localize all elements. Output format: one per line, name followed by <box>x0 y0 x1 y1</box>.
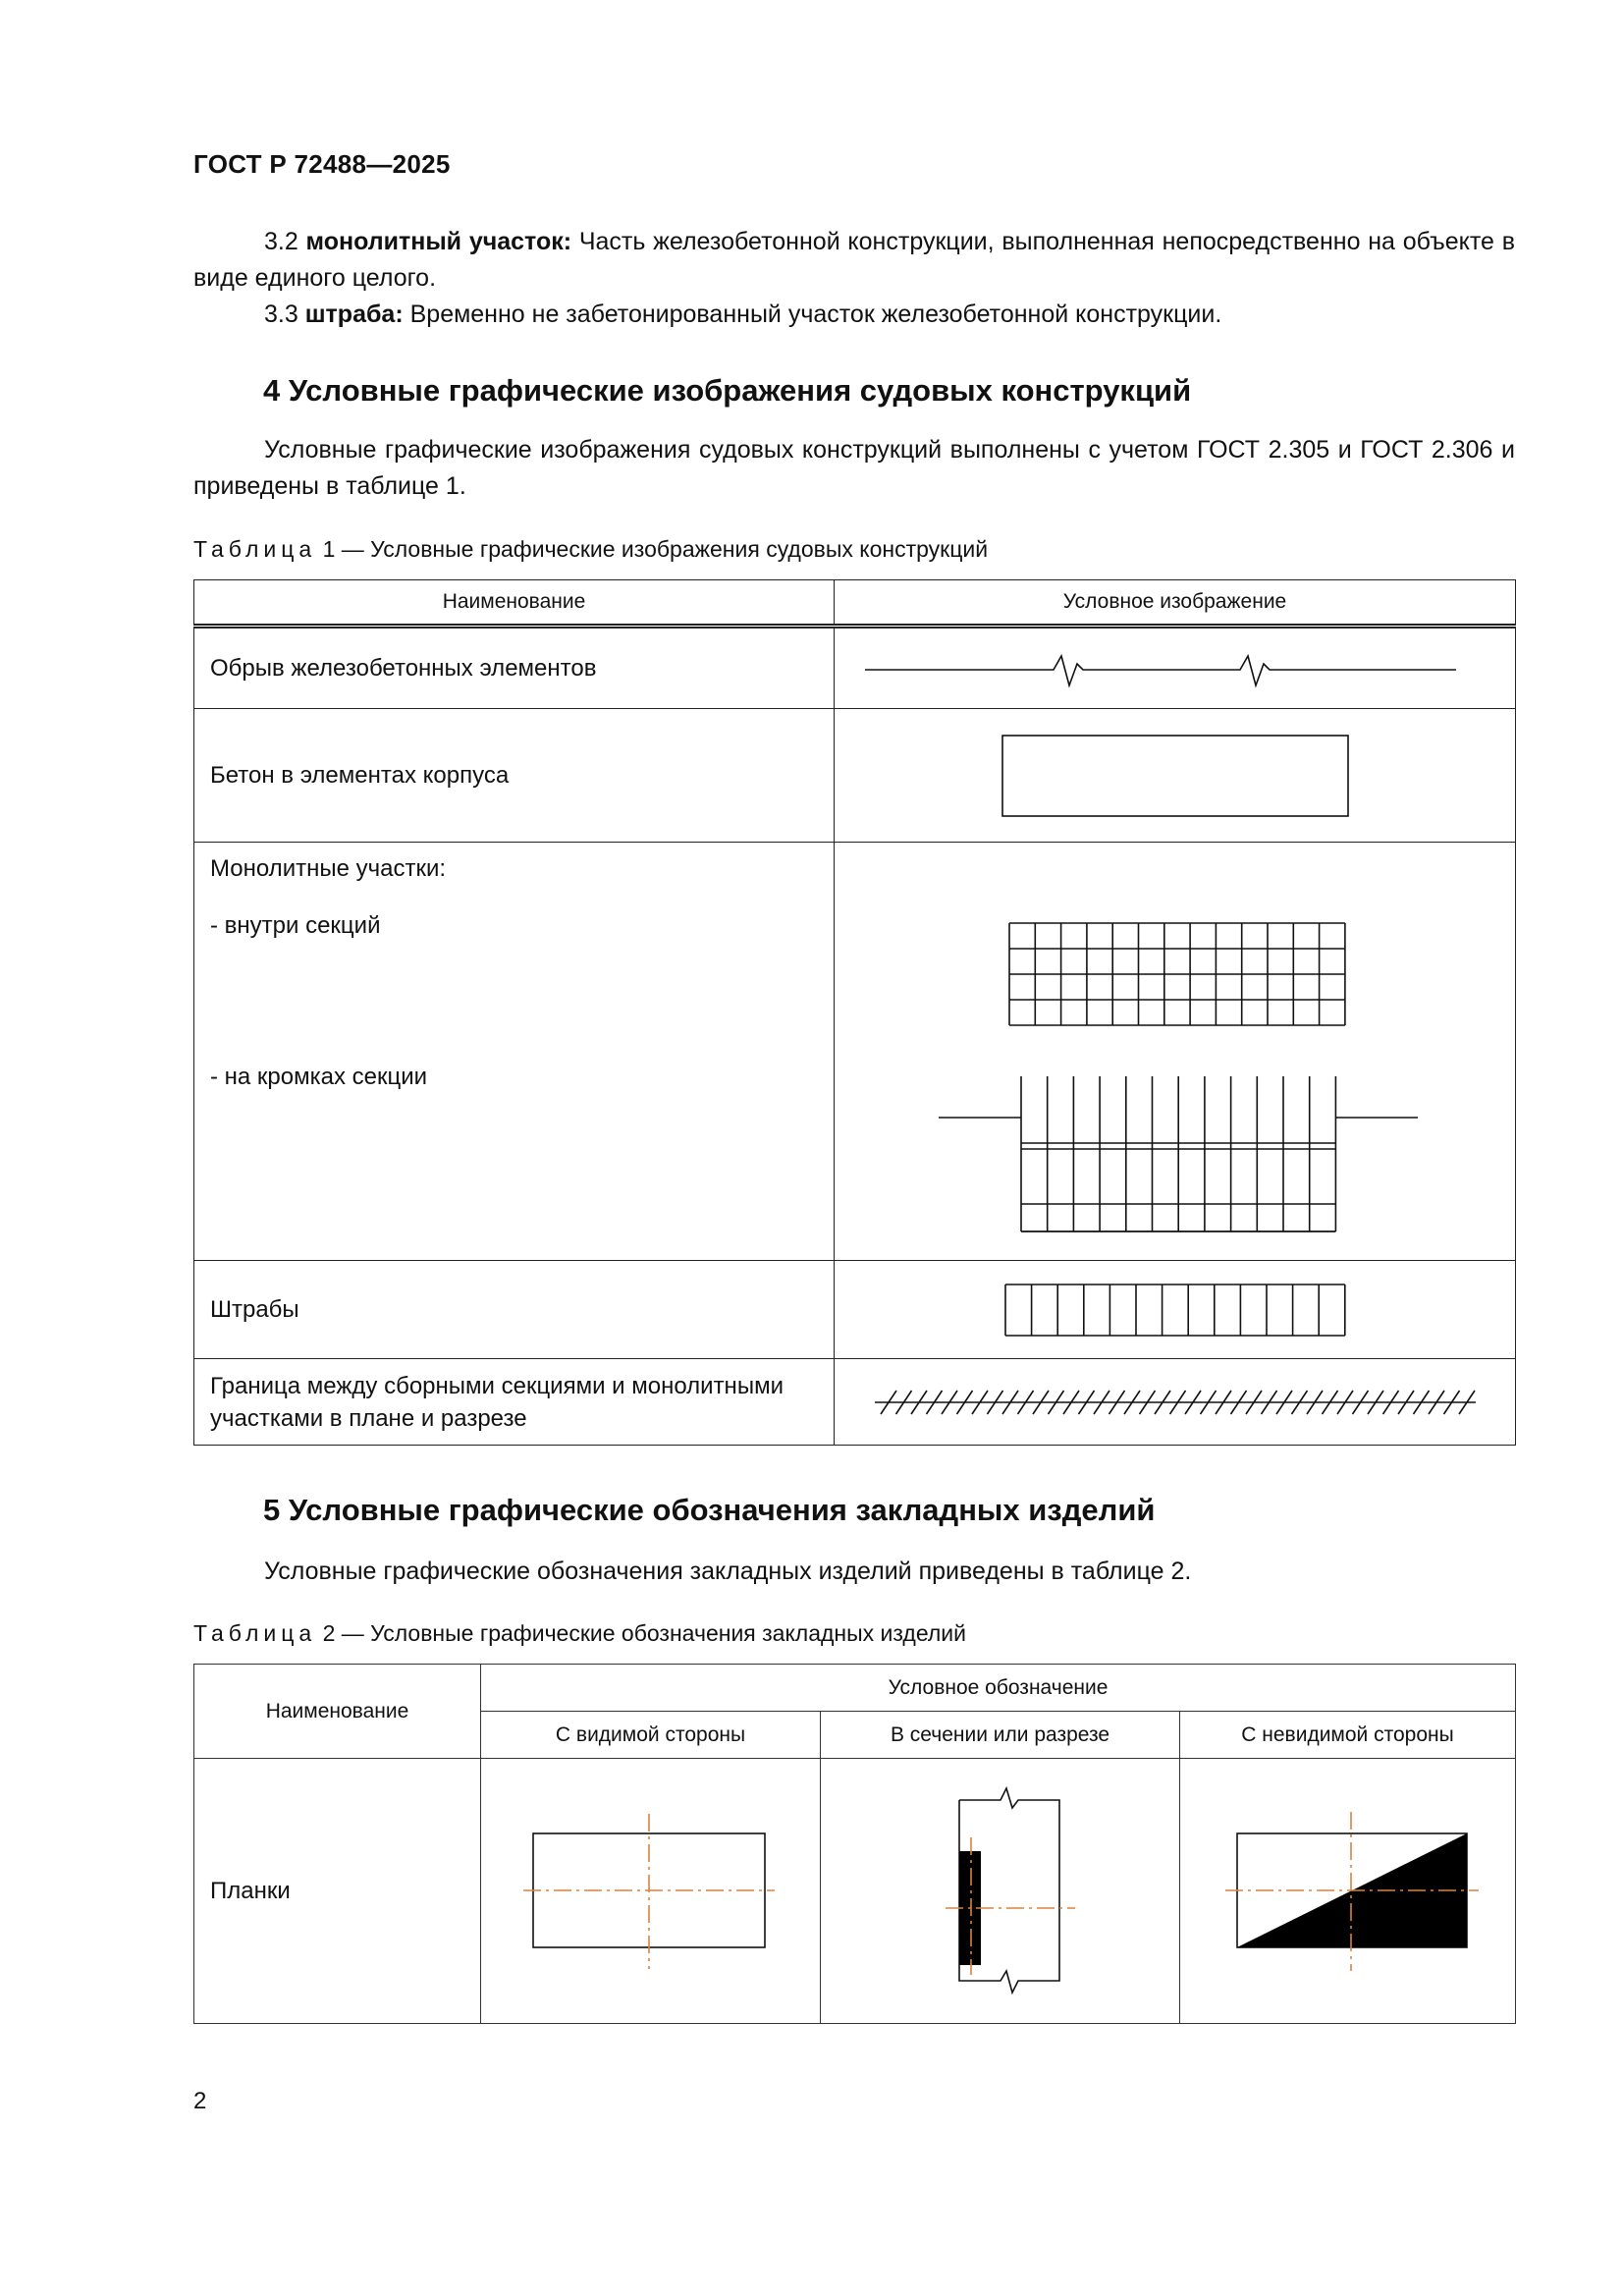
document-code: ГОСТ Р 72488—2025 <box>193 149 451 179</box>
column-header-visible: С видимой стороны <box>481 1712 821 1759</box>
table-row: Монолитные участки: - внутри секций - на кромках секции <box>194 843 1516 1261</box>
table-row: Штрабы <box>194 1261 1516 1359</box>
plate-hidden-symbol <box>1216 1798 1481 1985</box>
plate-section-symbol <box>922 1778 1079 2004</box>
table-2 <box>193 1664 1516 2024</box>
section-4-intro: Условные графические изображения судовых конструкций выполнены с учетом ГОСТ 2.305 и ГОСТ 2.306 и приведены в таблице 1. <box>193 436 1515 500</box>
table-2-caption: Таблица 2 — Условные графические обозначения закладных изделий <box>193 1620 966 1646</box>
monolithic-inside-grid-symbol <box>1007 921 1347 1029</box>
section-5-title: 5 Условные графические обозначения закладных изделий <box>263 1493 1156 1527</box>
column-header-group: Условное обозначение <box>481 1665 1516 1712</box>
table-1 <box>193 579 1516 1446</box>
table-1-header <box>194 580 1516 627</box>
plate-visible-symbol <box>523 1798 779 1985</box>
column-header-image: Условное изображение <box>835 580 1516 627</box>
hatched-boundary-symbol <box>871 1383 1480 1422</box>
column-header-hidden: С невидимой стороны <box>1180 1712 1516 1759</box>
section-5-intro: Условные графические обозначения закладных изделий приведены в таблице 2. <box>264 1558 1192 1585</box>
table-row: Обрыв железобетонных элементов <box>194 627 1516 709</box>
concrete-rectangle-symbol <box>1001 734 1350 818</box>
table-row: Планки <box>194 1759 1516 2024</box>
monolithic-edge-grid-symbol <box>937 1074 1420 1235</box>
page-number: 2 <box>193 2088 207 2114</box>
table-1-caption: Таблица 1 — Условные графические изображения судовых конструкций <box>193 536 989 562</box>
column-header-section: В сечении или разрезе <box>821 1712 1180 1759</box>
break-line-symbol <box>861 644 1489 693</box>
section-4-title: 4 Условные графические изображения судовых конструкций <box>263 373 1192 408</box>
definition-3-2: 3.2 монолитный участок: Часть железобетонной конструкции, выполненная непосредственно на объекте в виде единого целого. <box>193 228 1515 292</box>
column-header-name: Наименование <box>194 580 835 627</box>
column-header-name: Наименование <box>194 1665 481 1759</box>
table-row: Бетон в элементах корпуса <box>194 709 1516 843</box>
definitions-block <box>193 224 1515 333</box>
table-row: Граница между сборными секциями и монолитными участками в плане и разрезе <box>194 1359 1516 1446</box>
groove-strip-symbol <box>1003 1283 1347 1338</box>
definition-3-3: 3.3 штраба: Временно не забетонированный участок железобетонной конструкции. <box>264 301 1222 328</box>
